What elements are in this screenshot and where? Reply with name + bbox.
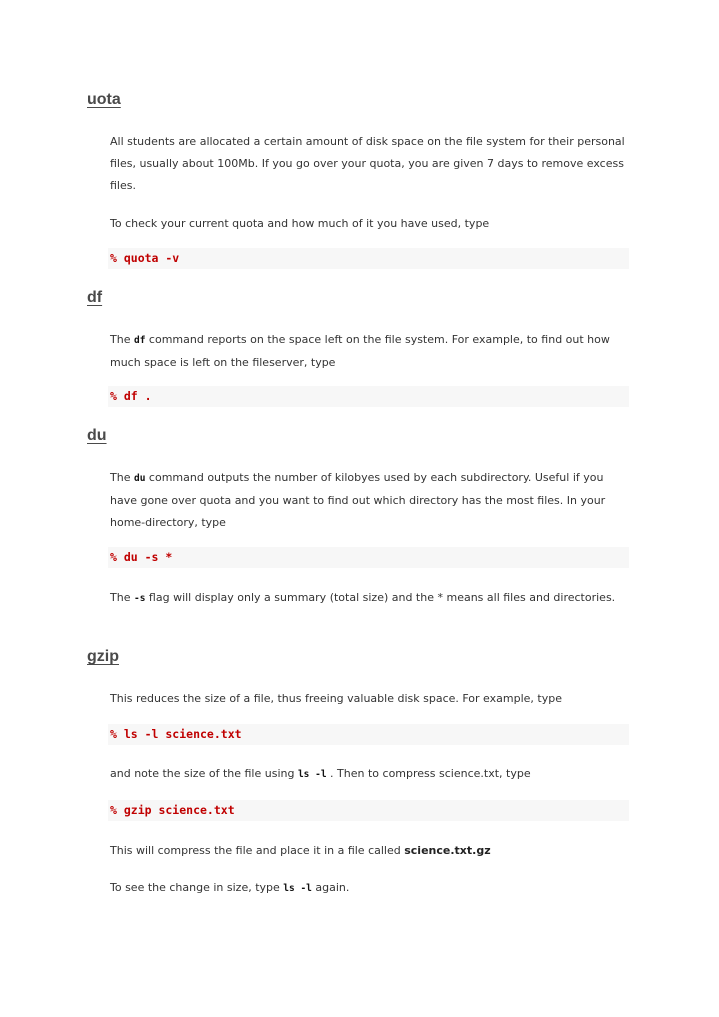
df-text-start: The <box>110 333 134 346</box>
df-text-end: command reports on the space left on the file system. For example, to find out how much space is left on the fileserver, type <box>110 333 610 369</box>
code-block-gzip: % gzip science.txt <box>108 800 629 821</box>
section-heading-gzip: gzip <box>87 648 119 665</box>
gzip-check-size <box>110 877 630 900</box>
du-description <box>110 467 630 534</box>
code-block-du: % du -s * <box>108 547 629 568</box>
inline-command-du: du <box>133 473 146 484</box>
inline-command-ls-again: ls -l <box>283 883 312 894</box>
compressed-filename: science.txt.gz <box>404 844 491 857</box>
df-description <box>110 329 630 374</box>
code-block-ls: % ls -l science.txt <box>108 724 629 745</box>
gzip-size-text-start: and note the size of the file using <box>110 767 298 780</box>
quota-description: All students are allocated a certain amount of disk space on the file system for their personal files, usually about 100Mb. If you go over your quota, you are given 7 days to remove excess files. <box>110 135 625 192</box>
code-block-df: % df . <box>108 386 629 407</box>
section-heading-df: df <box>87 289 103 306</box>
inline-command-df: df <box>133 335 146 346</box>
section-heading-quota: uota <box>87 91 121 108</box>
quota-instruction: To check your current quota and how much of it you have used, type <box>110 217 490 230</box>
section-heading-du: du <box>87 427 107 444</box>
inline-command-ls: ls -l <box>297 769 327 780</box>
gzip-result-text: This will compress the file and place it in a file called <box>110 844 405 857</box>
gzip-description: This reduces the size of a file, thus freeing valuable disk space. For example, type <box>110 692 562 705</box>
du-flag-note <box>110 587 630 610</box>
code-block-quota: % quota -v <box>108 248 629 269</box>
gzip-check-text-start: To see the change in size, type <box>110 881 284 894</box>
gzip-result <box>110 840 630 862</box>
du-text-start: The <box>110 471 134 484</box>
du-note-start: The <box>110 591 134 604</box>
gzip-size-text-end: . Then to compress science.txt, type <box>326 767 531 780</box>
gzip-check-text-end: again. <box>311 881 350 894</box>
du-note-end: flag will display only a summary (total size) and the * means all files and directories. <box>145 591 616 604</box>
du-text-end: command outputs the number of kilobyes used by each subdirectory. Useful if you have gone over quota and you want to find out which directory has the most files. In your home-directory, type <box>110 471 606 529</box>
inline-flag-s: -s <box>133 593 146 604</box>
gzip-note-size <box>110 763 630 786</box>
